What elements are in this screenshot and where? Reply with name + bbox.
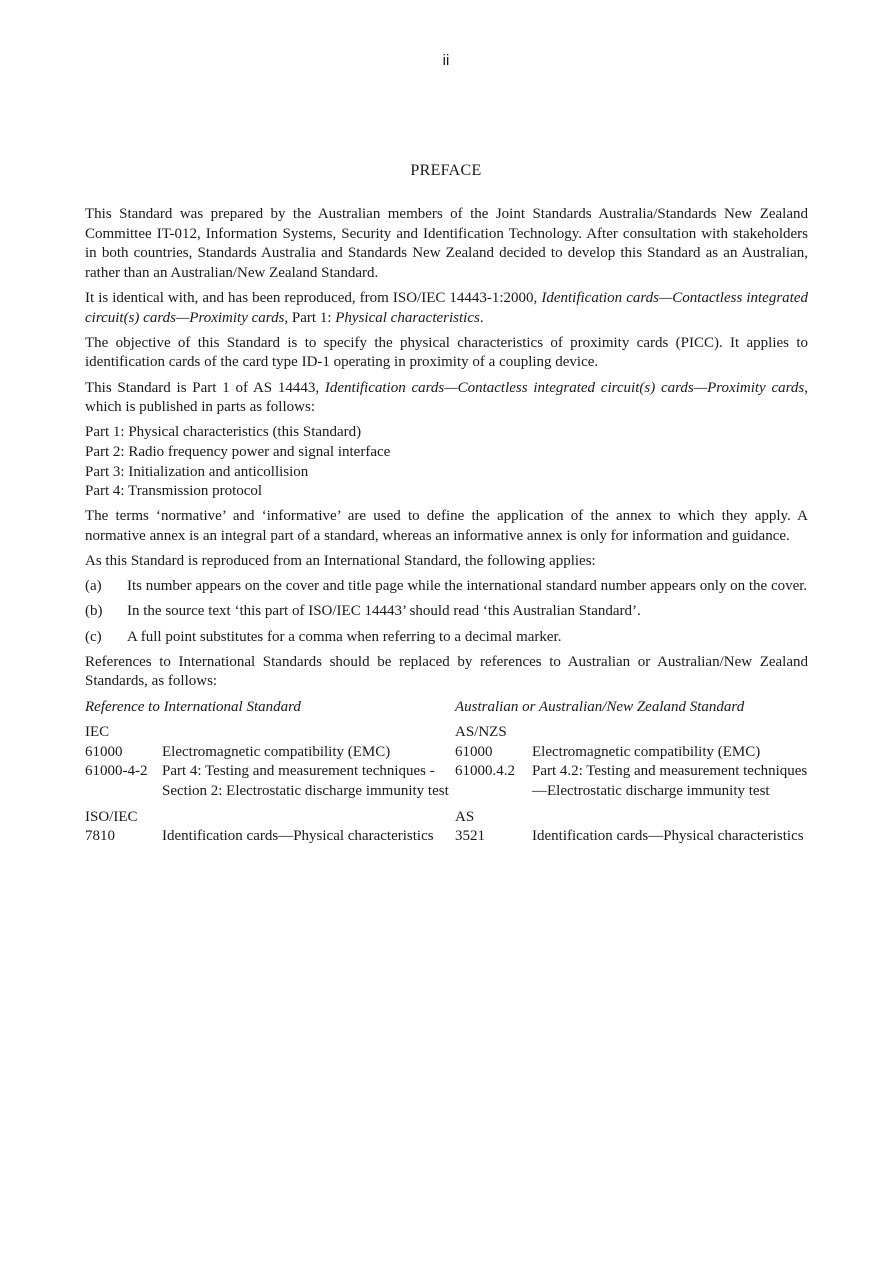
note-label: (a)	[85, 578, 102, 595]
reference-number: 7810	[85, 828, 115, 845]
paragraph-objective: The objective of this Standard is to specify the physical characteristics of proximity cards (PICC). It applies to identification cards of the card type ID-1 operating in proximity of a coupling device.	[85, 334, 808, 371]
reference-item	[85, 743, 455, 763]
reference-number: 3521	[455, 828, 485, 845]
references-header-row	[85, 698, 808, 718]
reference-number: 61000	[85, 743, 123, 760]
note-text: A full point substitutes for a comma when referring to a decimal marker.	[127, 628, 562, 645]
reference-title: Identification cards—Physical characteristics	[162, 828, 434, 845]
preface-body	[85, 205, 808, 853]
parts-list-item: Part 4: Transmission protocol	[85, 483, 263, 500]
reference-number: 61000-4-2	[85, 763, 148, 780]
reference-title: Part 4: Testing and measurement techniques - Section 2: Electrostatic discharge immunity test	[162, 763, 449, 799]
references-header-australian: Australian or Australian/New Zealand Standard	[455, 698, 745, 715]
references-group-iso-iec	[85, 808, 808, 847]
paragraph-identical-text-c: Part 1:	[288, 309, 336, 326]
paragraph-parts-intro-a: This Standard is Part 1 of AS 14443,	[85, 379, 325, 396]
note-text: In the source text ‘this part of ISO/IEC 14443’ should read ‘this Australian Standard’.	[127, 603, 641, 620]
paragraph-parts-intro-title: Identification cards—Contactless integrated circuit(s) cards—Proximity cards	[324, 379, 805, 396]
paragraph-normative-informative: The terms ‘normative’ and ‘informative’ are used to define the application of the annex to which they apply. A normative annex is an integral part of a standard, whereas an informative annex is only for information and guidance.	[85, 508, 808, 544]
parts-list-item: Part 1: Physical characteristics (this Standard)	[85, 424, 362, 441]
paragraph-identical-text-e: .	[479, 309, 484, 326]
page-title: PREFACE	[410, 162, 482, 179]
parts-list	[85, 423, 808, 501]
paragraph-parts-intro-c: , which is published in parts as follows:	[85, 379, 808, 416]
page-number: ii	[442, 52, 450, 69]
note-label: (b)	[85, 603, 103, 620]
paragraph-identical-part-title: Physical characteristics	[335, 309, 480, 326]
reference-item	[455, 743, 808, 763]
references-group-iec	[85, 723, 808, 801]
parts-list-item: Part 2: Radio frequency power and signal interface	[85, 443, 391, 460]
paragraph-identical-text-a: It is identical with, and has been reproduced, from ISO/IEC 14443-1:2000,	[85, 289, 542, 306]
paragraph-parts-intro	[85, 379, 808, 418]
paragraph-committee: This Standard was prepared by the Australian members of the Joint Standards Australia/Standards New Zealand Committee IT-012, Information Systems, Security and Identification Technology. After consultation with stakeholders in both countries, Standards Australia and Standards New Zealand decided to develop this Standard as an Australian, rather than an Australian/New Zealand Standard.	[85, 206, 808, 281]
reference-item	[85, 827, 455, 847]
reference-item	[455, 827, 808, 847]
reference-org: ISO/IEC	[85, 808, 138, 825]
reference-title: Electromagnetic compatibility (EMC)	[532, 743, 761, 760]
note-item	[85, 577, 808, 597]
references-left-column	[85, 723, 455, 801]
reference-org: AS	[455, 808, 475, 825]
reference-number: 61000.4.2	[455, 763, 515, 780]
reference-item	[85, 762, 455, 801]
references-header-international: Reference to International Standard	[85, 698, 301, 715]
paragraph-references-intro: References to International Standards should be replaced by references to Australian or Australian/New Zealand Standards, as follows:	[85, 653, 808, 690]
note-item	[85, 628, 808, 648]
paragraph-identical-title: Identification cards—Contactless integrated circuit(s) cards—Proximity cards,	[85, 289, 808, 326]
references-table	[85, 698, 808, 847]
reference-org: AS/NZS	[455, 724, 507, 741]
references-right-column	[455, 808, 808, 847]
reference-title: Part 4.2: Testing and measurement techniques—Electrostatic discharge immunity test	[532, 763, 808, 799]
reference-org: IEC	[85, 724, 110, 741]
reference-number: 61000	[455, 743, 493, 760]
references-right-column	[455, 723, 808, 801]
reference-title: Electromagnetic compatibility (EMC)	[162, 743, 391, 760]
note-text: Its number appears on the cover and title page while the international standard number appears only on the cover.	[127, 578, 808, 595]
reference-item	[455, 762, 808, 801]
parts-list-item: Part 3: Initialization and anticollision	[85, 463, 309, 480]
note-label: (c)	[85, 628, 102, 645]
reference-title: Identification cards—Physical characteristics	[532, 828, 804, 845]
notes-list	[85, 577, 808, 647]
references-left-column	[85, 808, 455, 847]
note-item	[85, 602, 808, 622]
paragraph-applies-intro: As this Standard is reproduced from an International Standard, the following applies:	[85, 553, 596, 570]
paragraph-identical	[85, 289, 808, 328]
